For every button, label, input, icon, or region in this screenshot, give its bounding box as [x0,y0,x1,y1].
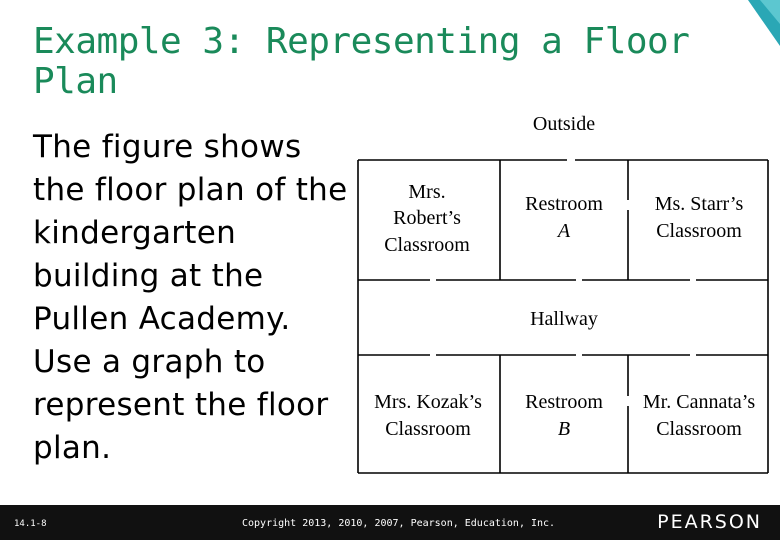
floor-plan [340,100,780,480]
room-cannata-line1: Mr. Cannata’s [642,391,756,413]
room-roberts-line3: Classroom [384,234,470,256]
room-cannata-line2: Classroom [656,418,742,440]
room-restroom-b-line2: B [557,418,571,440]
room-restroom-a-line1: Restroom [525,193,603,215]
copyright-text: Copyright 2013, 2010, 2007, Pearson, Education, Inc. [242,518,556,529]
room-roberts-line2: Robert’s [393,207,461,229]
outside-label: Outside [532,113,596,135]
room-restroom-b-line1: Restroom [525,391,603,413]
slide-number: 14.1-8 [14,519,47,529]
hallway-label: Hallway [530,308,598,330]
room-restroom-a-line2: A [557,220,571,242]
footer-bar [0,505,780,540]
room-roberts-line1: Mrs. [408,181,446,203]
room-starr-line1: Ms. Starr’s [654,193,744,215]
room-kozak-line2: Classroom [385,418,471,440]
slide-body-text: The figure shows the floor plan of the kindergarten building at the Pullen Academy. Use a graph to represent the floor plan. [33,129,348,466]
room-starr-line2: Classroom [656,220,742,242]
room-kozak-line1: Mrs. Kozak’s [374,391,482,413]
pearson-logo: PEARSON [657,511,762,533]
slide-title: Example 3: Representing a Floor Plan [33,21,690,102]
